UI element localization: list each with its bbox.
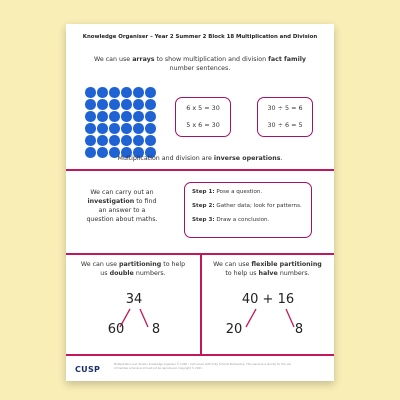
- array-dot: [145, 123, 156, 134]
- array-dot: [145, 87, 156, 98]
- step-1: [192, 188, 304, 196]
- investigation-steps-box: [184, 182, 312, 238]
- partition-part: 8: [294, 322, 304, 337]
- halve-keyword: halve: [258, 270, 278, 277]
- flexible-partitioning-text-2: to help us: [225, 270, 259, 277]
- step-label: Step 3:: [192, 217, 215, 223]
- inverse-period: .: [280, 155, 283, 162]
- step-label: Step 1:: [192, 189, 215, 195]
- partition-part: 8: [151, 322, 161, 337]
- partitioning-text-2: to help: [161, 261, 186, 268]
- array-dot: [121, 99, 132, 110]
- division-facts-box: [257, 97, 313, 137]
- array-dot: [145, 99, 156, 110]
- partition-part: 60: [107, 322, 125, 337]
- array-dot: [109, 87, 120, 98]
- array-dot: [85, 111, 96, 122]
- partitioning-text: We can use: [80, 261, 120, 268]
- array-dot: [145, 135, 156, 146]
- partitioning-text-4: numbers.: [133, 270, 166, 277]
- arrays-intro-text-2: to show multiplication and division: [154, 56, 269, 63]
- step-2: [192, 202, 304, 210]
- flexible-partitioning-text: We can use: [213, 261, 252, 268]
- array-dot: [85, 99, 96, 110]
- step-text: Gather data; look for patterns.: [214, 203, 302, 209]
- array-dot: [97, 99, 108, 110]
- array-dot: [109, 123, 120, 134]
- step-label: Step 2:: [192, 203, 215, 209]
- investigation-text-4: question about maths.: [86, 216, 158, 223]
- arrays-intro-text-3: number sentences.: [169, 65, 231, 72]
- array-dot: [109, 111, 120, 122]
- array-dot: [97, 111, 108, 122]
- array-dot: [133, 87, 144, 98]
- array-dot: [121, 123, 132, 134]
- section-divider: [66, 354, 334, 356]
- arrays-keyword: arrays: [132, 56, 155, 63]
- array-dot: [121, 135, 132, 146]
- multiplication-fact: 5 x 6 = 30: [186, 121, 220, 129]
- array-dot: [97, 135, 108, 146]
- multiplication-facts-box: [175, 97, 231, 137]
- page-title: Knowledge Organiser – Year 2 Summer 2 Block 18 Multiplication and Division: [82, 34, 318, 40]
- arrays-intro: [66, 55, 334, 73]
- array-dot: [85, 87, 96, 98]
- partitioning-intro: [66, 260, 200, 278]
- partition-part: 20: [225, 322, 243, 337]
- array-dot: [85, 135, 96, 146]
- array-dot: [145, 111, 156, 122]
- partitioning-keyword: partitioning: [119, 261, 162, 268]
- investigation-text: We can carry out an: [90, 189, 154, 196]
- investigation-text-2: to find: [134, 198, 157, 205]
- flexible-partitioning-keyword: flexible partitioning: [251, 261, 322, 268]
- whole-number: 40 + 16: [241, 292, 295, 307]
- multiplication-fact: 6 x 5 = 30: [186, 104, 220, 112]
- step-text: Pose a question.: [214, 189, 263, 195]
- array-dot: [121, 87, 132, 98]
- dot-array: [85, 87, 156, 158]
- fact-family-keyword: fact family: [268, 56, 306, 63]
- flexible-partitioning-text-3: numbers.: [277, 270, 310, 277]
- section-divider: [66, 169, 334, 171]
- knowledge-organiser-sheet: [66, 24, 334, 381]
- footer-small-print: Multiplication and division knowledge organiser © CUSP – Curriculum with Unity Schools Partnership. This resource is strictly for the use of member schools and must not be reproduced. Copyright © 2021.: [114, 363, 291, 370]
- step-3: [192, 216, 304, 224]
- array-dot: [97, 87, 108, 98]
- step-text: Draw a conclusion.: [214, 217, 270, 223]
- whole-number: 34: [125, 292, 143, 307]
- investigation-text-3: an answer to a: [98, 207, 146, 214]
- inverse-operations-text: [66, 154, 334, 163]
- branch-line: [246, 309, 256, 327]
- division-fact: 30 ÷ 5 = 6: [267, 104, 303, 112]
- arrays-intro-text: We can use: [93, 56, 133, 63]
- array-dot: [133, 123, 144, 134]
- array-dot: [97, 123, 108, 134]
- double-keyword: double: [109, 270, 134, 277]
- array-dot: [133, 99, 144, 110]
- investigation-keyword: investigation: [87, 198, 135, 205]
- array-dot: [133, 111, 144, 122]
- division-fact: 30 ÷ 6 = 5: [267, 121, 303, 129]
- array-dot: [109, 135, 120, 146]
- investigation-intro: [76, 188, 168, 224]
- array-dot: [121, 111, 132, 122]
- array-dot: [109, 99, 120, 110]
- inverse-text: Multiplication and division are: [117, 155, 214, 162]
- flexible-partitioning-intro: [201, 260, 334, 278]
- inverse-keyword: inverse operations: [213, 155, 281, 162]
- partitioning-text-3: us: [100, 270, 110, 277]
- cusp-logo: CUSP: [75, 365, 101, 374]
- array-dot: [133, 135, 144, 146]
- array-dot: [85, 123, 96, 134]
